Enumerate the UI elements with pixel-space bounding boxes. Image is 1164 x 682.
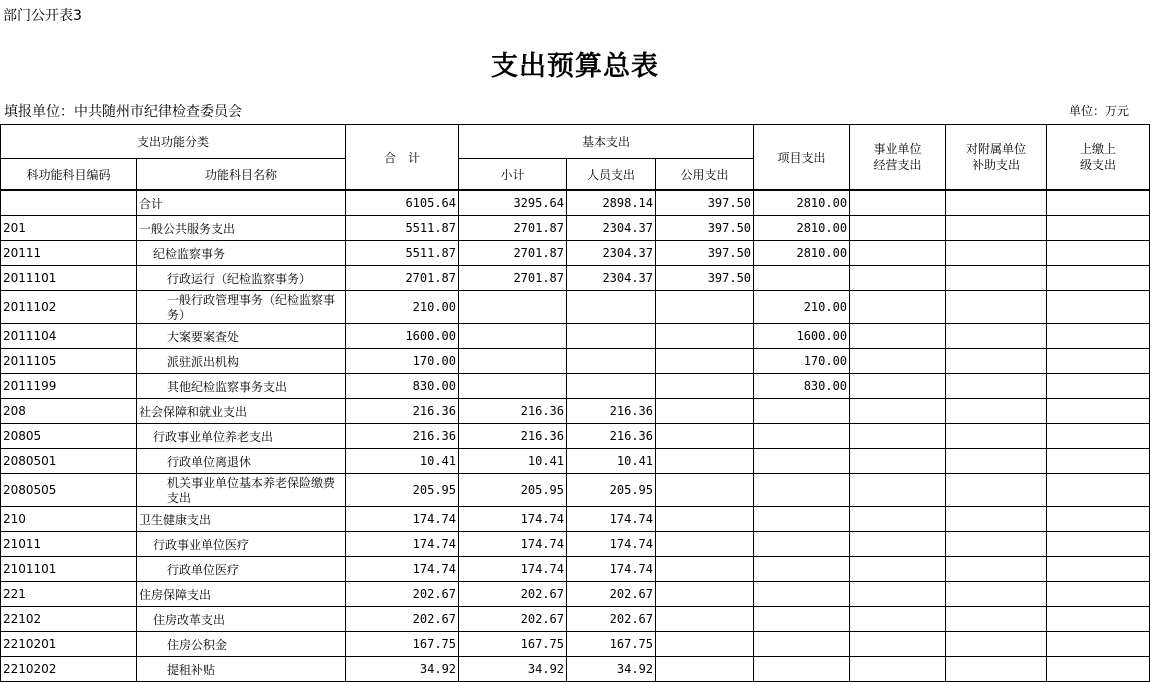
row-project [754, 657, 850, 682]
row-code: 2011101 [1, 266, 137, 291]
row-subsidiary [946, 424, 1047, 449]
row-name: 社会保障和就业支出 [137, 399, 346, 424]
row-project [754, 507, 850, 532]
row-public: 397.50 [656, 190, 754, 216]
header-public: 公用支出 [656, 159, 754, 191]
row-enterprise [850, 324, 946, 349]
row-subsidiary [946, 449, 1047, 474]
currency-unit: 单位：万元 [1068, 104, 1129, 118]
row-total: 2701.87 [346, 266, 459, 291]
row-name: 派驻派出机构 [137, 349, 346, 374]
row-subsidiary [946, 266, 1047, 291]
header-total: 合 计 [346, 125, 459, 191]
row-public [656, 474, 754, 507]
row-total: 174.74 [346, 507, 459, 532]
row-public: 397.50 [656, 241, 754, 266]
budget-table [0, 124, 1150, 682]
row-personnel: 2304.37 [567, 241, 656, 266]
header-upper: 上缴上级支出 [1047, 125, 1150, 191]
row-total: 5511.87 [346, 216, 459, 241]
row-personnel: 216.36 [567, 399, 656, 424]
table-row [1, 349, 1150, 374]
row-upper [1047, 324, 1150, 349]
row-personnel: 205.95 [567, 474, 656, 507]
row-project: 830.00 [754, 374, 850, 399]
page-title: 支出预算总表 [491, 51, 659, 82]
table-row [1, 607, 1150, 632]
row-subtotal: 3295.64 [459, 190, 567, 216]
row-public [656, 532, 754, 557]
row-subtotal: 205.95 [459, 474, 567, 507]
header-code: 科功能科目编码 [1, 159, 137, 191]
row-project: 1600.00 [754, 324, 850, 349]
row-name: 卫生健康支出 [137, 507, 346, 532]
row-subsidiary [946, 474, 1047, 507]
row-subsidiary [946, 632, 1047, 657]
row-name: 行政运行（纪检监察事务） [137, 266, 346, 291]
row-subtotal: 174.74 [459, 532, 567, 557]
row-name: 机关事业单位基本养老保险缴费支出 [137, 474, 346, 507]
row-personnel: 167.75 [567, 632, 656, 657]
row-subtotal: 10.41 [459, 449, 567, 474]
row-enterprise [850, 399, 946, 424]
row-code: 20805 [1, 424, 137, 449]
row-public [656, 657, 754, 682]
row-subsidiary [946, 557, 1047, 582]
row-subtotal [459, 324, 567, 349]
row-personnel [567, 349, 656, 374]
row-code: 2210201 [1, 632, 137, 657]
row-enterprise [850, 507, 946, 532]
row-name: 行政事业单位医疗 [137, 532, 346, 557]
row-total: 830.00 [346, 374, 459, 399]
row-personnel: 34.92 [567, 657, 656, 682]
row-upper [1047, 241, 1150, 266]
row-enterprise [850, 216, 946, 241]
row-subtotal [459, 291, 567, 324]
table-row [1, 557, 1150, 582]
row-total: 202.67 [346, 607, 459, 632]
row-public [656, 607, 754, 632]
row-personnel: 2304.37 [567, 266, 656, 291]
header-basic: 基本支出 [459, 125, 754, 159]
header-subtotal: 小计 [459, 159, 567, 191]
row-name: 纪检监察事务 [137, 241, 346, 266]
header-func-class: 支出功能分类 [1, 125, 346, 159]
row-enterprise [850, 266, 946, 291]
row-subsidiary [946, 607, 1047, 632]
row-total: 216.36 [346, 424, 459, 449]
row-enterprise [850, 291, 946, 324]
row-name: 合计 [137, 190, 346, 216]
row-subtotal: 174.74 [459, 557, 567, 582]
row-project [754, 607, 850, 632]
row-subtotal: 216.36 [459, 399, 567, 424]
row-enterprise [850, 607, 946, 632]
row-enterprise [850, 474, 946, 507]
row-name: 行政单位离退休 [137, 449, 346, 474]
row-project [754, 632, 850, 657]
row-total: 174.74 [346, 557, 459, 582]
header-personnel: 人员支出 [567, 159, 656, 191]
table-row [1, 399, 1150, 424]
row-enterprise [850, 374, 946, 399]
row-subtotal: 2701.87 [459, 216, 567, 241]
row-personnel: 174.74 [567, 557, 656, 582]
row-project: 2810.00 [754, 241, 850, 266]
row-subsidiary [946, 374, 1047, 399]
row-project [754, 449, 850, 474]
row-personnel: 174.74 [567, 532, 656, 557]
row-upper [1047, 291, 1150, 324]
row-code: 221 [1, 582, 137, 607]
row-project [754, 266, 850, 291]
row-personnel [567, 324, 656, 349]
row-name: 提租补贴 [137, 657, 346, 682]
row-subsidiary [946, 582, 1047, 607]
row-enterprise [850, 557, 946, 582]
row-code: 22102 [1, 607, 137, 632]
row-name: 一般行政管理事务（纪检监察事务） [137, 291, 346, 324]
row-subtotal: 34.92 [459, 657, 567, 682]
row-project: 170.00 [754, 349, 850, 374]
row-upper [1047, 266, 1150, 291]
row-project: 210.00 [754, 291, 850, 324]
row-upper [1047, 632, 1150, 657]
row-subsidiary [946, 190, 1047, 216]
row-subtotal: 2701.87 [459, 266, 567, 291]
form-number-label: 部门公开表3 [3, 8, 82, 24]
row-code: 2011102 [1, 291, 137, 324]
row-personnel: 174.74 [567, 507, 656, 532]
row-public [656, 291, 754, 324]
table-row [1, 582, 1150, 607]
row-total: 170.00 [346, 349, 459, 374]
table-row [1, 324, 1150, 349]
row-personnel: 2304.37 [567, 216, 656, 241]
row-upper [1047, 507, 1150, 532]
table-row [1, 216, 1150, 241]
row-enterprise [850, 424, 946, 449]
header-project: 项目支出 [754, 125, 850, 191]
row-total: 10.41 [346, 449, 459, 474]
row-enterprise [850, 241, 946, 266]
row-name: 大案要案查处 [137, 324, 346, 349]
row-code: 201 [1, 216, 137, 241]
row-subtotal: 202.67 [459, 607, 567, 632]
row-total: 1600.00 [346, 324, 459, 349]
table-row [1, 474, 1150, 507]
row-public [656, 349, 754, 374]
row-name: 住房保障支出 [137, 582, 346, 607]
row-upper [1047, 582, 1150, 607]
row-personnel [567, 374, 656, 399]
row-code: 2011104 [1, 324, 137, 349]
row-subtotal: 202.67 [459, 582, 567, 607]
row-project: 2810.00 [754, 190, 850, 216]
row-name: 其他纪检监察事务支出 [137, 374, 346, 399]
row-name: 行政事业单位养老支出 [137, 424, 346, 449]
row-code: 2080501 [1, 449, 137, 474]
row-subsidiary [946, 532, 1047, 557]
row-enterprise [850, 349, 946, 374]
row-personnel: 202.67 [567, 607, 656, 632]
row-total: 205.95 [346, 474, 459, 507]
row-total: 210.00 [346, 291, 459, 324]
row-code: 208 [1, 399, 137, 424]
row-enterprise [850, 657, 946, 682]
table-row [1, 241, 1150, 266]
row-enterprise [850, 632, 946, 657]
row-personnel: 202.67 [567, 582, 656, 607]
row-upper [1047, 532, 1150, 557]
row-name: 住房公积金 [137, 632, 346, 657]
row-subtotal: 174.74 [459, 507, 567, 532]
table-row [1, 266, 1150, 291]
reporting-unit: 填报单位：中共随州市纪律检查委员会 [4, 104, 242, 120]
row-upper [1047, 607, 1150, 632]
table-row [1, 190, 1150, 216]
table-row [1, 374, 1150, 399]
row-public [656, 374, 754, 399]
row-code: 210 [1, 507, 137, 532]
row-upper [1047, 190, 1150, 216]
row-subsidiary [946, 399, 1047, 424]
row-name: 行政单位医疗 [137, 557, 346, 582]
row-subtotal: 167.75 [459, 632, 567, 657]
row-subtotal: 2701.87 [459, 241, 567, 266]
row-personnel: 2898.14 [567, 190, 656, 216]
row-code: 2080505 [1, 474, 137, 507]
row-personnel: 216.36 [567, 424, 656, 449]
row-code: 21011 [1, 532, 137, 557]
row-total: 6105.64 [346, 190, 459, 216]
row-code: 2011199 [1, 374, 137, 399]
row-total: 202.67 [346, 582, 459, 607]
row-subsidiary [946, 291, 1047, 324]
row-project [754, 582, 850, 607]
row-upper [1047, 216, 1150, 241]
row-total: 5511.87 [346, 241, 459, 266]
row-subsidiary [946, 349, 1047, 374]
row-public [656, 324, 754, 349]
table-row [1, 532, 1150, 557]
row-name: 住房改革支出 [137, 607, 346, 632]
row-project [754, 424, 850, 449]
row-upper [1047, 474, 1150, 507]
row-enterprise [850, 582, 946, 607]
row-subsidiary [946, 657, 1047, 682]
row-name: 一般公共服务支出 [137, 216, 346, 241]
header-enterprise: 事业单位经营支出 [850, 125, 946, 191]
table-row [1, 632, 1150, 657]
row-upper [1047, 374, 1150, 399]
row-subsidiary [946, 241, 1047, 266]
row-personnel [567, 291, 656, 324]
row-subtotal [459, 374, 567, 399]
row-public [656, 399, 754, 424]
row-public [656, 557, 754, 582]
table-row [1, 657, 1150, 682]
row-subsidiary [946, 324, 1047, 349]
row-public [656, 449, 754, 474]
row-subtotal [459, 349, 567, 374]
row-enterprise [850, 190, 946, 216]
row-code: 2210202 [1, 657, 137, 682]
row-project [754, 532, 850, 557]
row-public: 397.50 [656, 216, 754, 241]
row-upper [1047, 424, 1150, 449]
row-subtotal: 216.36 [459, 424, 567, 449]
row-project [754, 399, 850, 424]
table-row [1, 507, 1150, 532]
row-total: 34.92 [346, 657, 459, 682]
table-row [1, 449, 1150, 474]
row-subsidiary [946, 216, 1047, 241]
row-upper [1047, 557, 1150, 582]
row-upper [1047, 657, 1150, 682]
row-enterprise [850, 532, 946, 557]
header-name: 功能科目名称 [137, 159, 346, 191]
row-personnel: 10.41 [567, 449, 656, 474]
row-code [1, 190, 137, 216]
row-public [656, 582, 754, 607]
row-public [656, 424, 754, 449]
row-code: 20111 [1, 241, 137, 266]
row-upper [1047, 399, 1150, 424]
row-public [656, 632, 754, 657]
row-project [754, 557, 850, 582]
row-total: 216.36 [346, 399, 459, 424]
row-subsidiary [946, 507, 1047, 532]
row-enterprise [850, 449, 946, 474]
header-subsidiary: 对附属单位补助支出 [946, 125, 1047, 191]
row-total: 167.75 [346, 632, 459, 657]
table-row [1, 291, 1150, 324]
row-upper [1047, 349, 1150, 374]
row-upper [1047, 449, 1150, 474]
row-public [656, 507, 754, 532]
row-code: 2011105 [1, 349, 137, 374]
row-public: 397.50 [656, 266, 754, 291]
row-project: 2810.00 [754, 216, 850, 241]
row-total: 174.74 [346, 532, 459, 557]
row-code: 2101101 [1, 557, 137, 582]
row-project [754, 474, 850, 507]
table-row [1, 424, 1150, 449]
